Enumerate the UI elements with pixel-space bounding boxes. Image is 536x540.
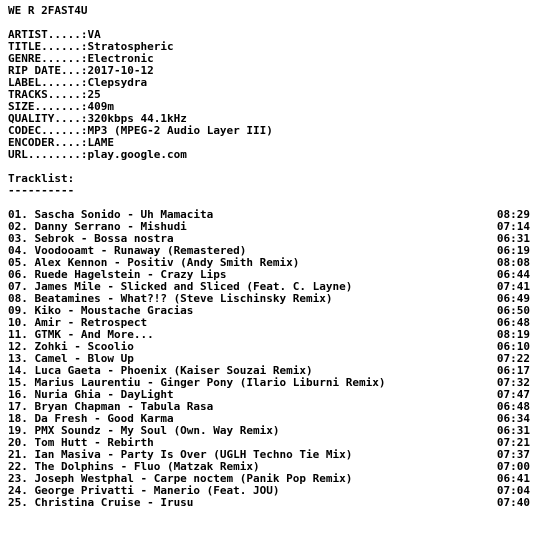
track-duration: 08:08 [496, 256, 530, 269]
track-duration: 06:44 [496, 268, 530, 281]
track-row [8, 221, 530, 233]
track-duration: 07:21 [496, 436, 530, 449]
info-row [8, 65, 530, 77]
track-title: 23. Joseph Westphal - Carpe noctem (Panik Pop Remix) [8, 473, 353, 485]
track-duration: 06:48 [496, 316, 530, 329]
info-key: ENCODER....: [8, 137, 88, 149]
track-title: 07. James Mile - Slicked and Sliced (Feat. C. Layne) [8, 281, 353, 293]
tracklist-underline: ---------- [8, 184, 75, 197]
info-row [8, 113, 530, 125]
track-duration: 07:22 [496, 352, 530, 365]
info-row [8, 149, 530, 161]
info-value: MP3 (MPEG-2 Audio Layer III) [87, 125, 273, 137]
track-title: 21. Ian Masiva - Party Is Over (UGLH Techno Tie Mix) [8, 449, 353, 461]
track-duration: 07:04 [496, 484, 530, 497]
info-row [8, 29, 530, 41]
track-title: 22. The Dolphins - Fluo (Matzak Remix) [8, 461, 260, 473]
track-row [8, 257, 530, 269]
track-row [8, 317, 530, 329]
track-title: 12. Zohki - Scoolio [8, 341, 134, 353]
track-row [8, 497, 530, 509]
track-row [8, 209, 530, 221]
track-row [8, 329, 530, 341]
info-value: Electronic [87, 53, 154, 65]
track-title: 16. Nuria Ghia - DayLight [8, 389, 174, 401]
track-title: 25. Christina Cruise - Irusu [8, 497, 194, 509]
info-key: LABEL......: [8, 77, 88, 89]
track-row [8, 389, 530, 401]
info-key: GENRE......: [8, 53, 88, 65]
info-row [8, 41, 530, 53]
info-row [8, 125, 530, 137]
track-title: 20. Tom Hutt - Rebirth [8, 437, 154, 449]
track-title: 17. Bryan Chapman - Tabula Rasa [8, 401, 214, 413]
info-value: 409m [87, 101, 114, 113]
info-value: VA [87, 29, 101, 41]
track-duration: 08:29 [496, 208, 530, 221]
info-key: QUALITY....: [8, 113, 88, 125]
nfo-document [8, 5, 530, 509]
track-duration: 07:41 [496, 280, 530, 293]
info-row [8, 137, 530, 149]
info-value: LAME [87, 137, 114, 149]
track-row [8, 353, 530, 365]
track-row [8, 377, 530, 389]
track-title: 08. Beatamines - What?!? (Steve Lischinsky Remix) [8, 293, 333, 305]
track-duration: 06:48 [496, 400, 530, 413]
info-key: SIZE.......: [8, 101, 88, 113]
track-duration: 07:32 [496, 376, 530, 389]
track-row [8, 281, 530, 293]
track-duration: 06:50 [496, 304, 530, 317]
release-title: WE R 2FAST4U [8, 5, 88, 17]
track-row [8, 233, 530, 245]
spacer [8, 161, 530, 173]
track-title: 05. Alex Kennon - Positiv (Andy Smith Remix) [8, 257, 300, 269]
track-row [8, 437, 530, 449]
track-title: 09. Kiko - Moustache Gracias [8, 305, 194, 317]
track-duration: 07:47 [496, 388, 530, 401]
info-key: URL........: [8, 149, 88, 161]
track-row [8, 305, 530, 317]
track-duration: 07:00 [496, 460, 530, 473]
track-row [8, 401, 530, 413]
track-title: 10. Amir - Retrospect [8, 317, 148, 329]
track-duration: 06:49 [496, 292, 530, 305]
track-duration: 06:31 [496, 232, 530, 245]
info-key: CODEC......: [8, 125, 88, 137]
track-row [8, 245, 530, 257]
track-duration: 06:19 [496, 244, 530, 257]
track-duration: 06:34 [496, 412, 530, 425]
track-title: 04. Voodooamt - Runaway (Remastered) [8, 245, 247, 257]
track-row [8, 269, 530, 281]
track-duration: 07:40 [496, 496, 530, 509]
track-duration: 06:41 [496, 472, 530, 485]
spacer [8, 197, 530, 209]
info-row [8, 89, 530, 101]
track-title: 06. Ruede Hagelstein - Crazy Lips [8, 269, 227, 281]
track-title: 15. Marius Laurentiu - Ginger Pony (Ilario Liburni Remix) [8, 377, 386, 389]
info-value: 320kbps 44.1kHz [87, 113, 187, 125]
track-row [8, 293, 530, 305]
info-value: Stratospheric [87, 41, 174, 53]
track-duration: 06:31 [496, 424, 530, 437]
track-row [8, 473, 530, 485]
track-title: 18. Da Fresh - Good Karma [8, 413, 174, 425]
info-value: play.google.com [87, 149, 187, 161]
track-row [8, 413, 530, 425]
info-value: 25 [87, 89, 101, 101]
info-row [8, 77, 530, 89]
tracklist-heading: Tracklist: [8, 173, 75, 185]
track-title: 01. Sascha Sonido - Uh Mamacita [8, 209, 214, 221]
track-duration: 06:17 [496, 364, 530, 377]
info-key: TRACKS.....: [8, 89, 88, 101]
track-row [8, 485, 530, 497]
track-row [8, 341, 530, 353]
track-list [8, 209, 530, 509]
spacer [8, 17, 530, 29]
release-info [8, 29, 530, 161]
track-title: 19. PMX Soundz - My Soul (Own. Way Remix) [8, 425, 280, 437]
info-key: RIP DATE...: [8, 65, 88, 77]
track-row [8, 449, 530, 461]
track-title: 14. Luca Gaeta - Phoenix (Kaiser Souzai Remix) [8, 365, 313, 377]
track-title: 13. Camel - Blow Up [8, 353, 134, 365]
info-row [8, 53, 530, 65]
track-title: 02. Danny Serrano - Mishudi [8, 221, 187, 233]
track-duration: 07:37 [496, 448, 530, 461]
track-row [8, 425, 530, 437]
track-duration: 08:19 [496, 328, 530, 341]
info-key: TITLE......: [8, 41, 88, 53]
track-row [8, 461, 530, 473]
info-key: ARTIST.....: [8, 29, 88, 41]
track-title: 24. George Privatti - Manerio (Feat. JOU) [8, 485, 280, 497]
track-title: 11. GTMK - And More... [8, 329, 154, 341]
info-value: 2017-10-12 [87, 65, 154, 77]
track-row [8, 365, 530, 377]
track-title: 03. Sebrok - Bossa nostra [8, 233, 174, 245]
track-duration: 07:14 [496, 220, 530, 233]
track-duration: 06:10 [496, 340, 530, 353]
info-value: Clepsydra [87, 77, 148, 89]
info-row [8, 101, 530, 113]
